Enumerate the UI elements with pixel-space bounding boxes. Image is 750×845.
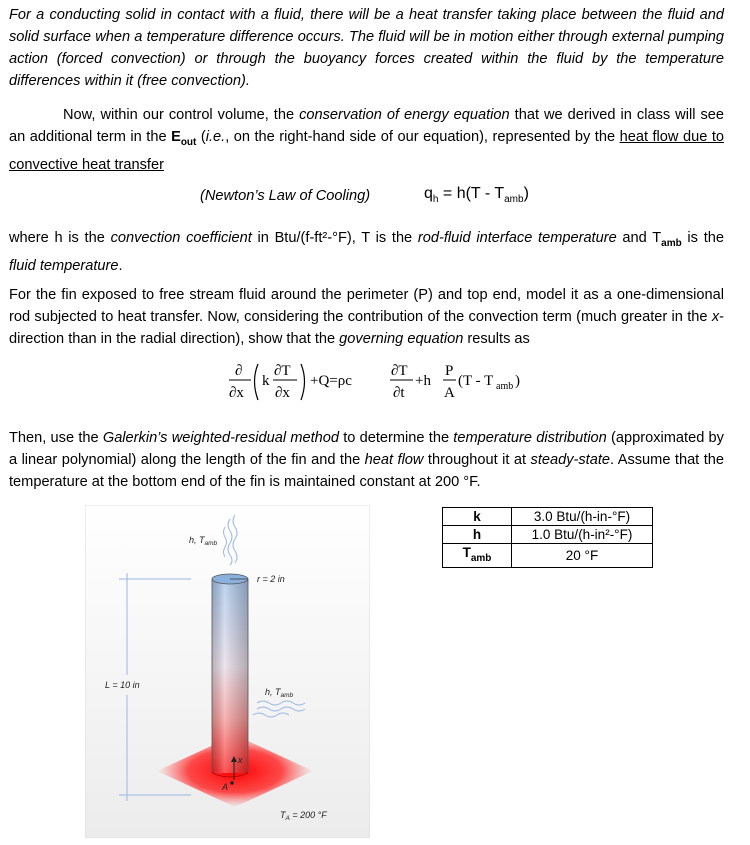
term-convection-coefficient: convection coefficient bbox=[110, 230, 252, 246]
tamb-main: T bbox=[462, 545, 471, 560]
dx-inner: ∂x bbox=[275, 385, 290, 401]
value-k: 3.0 Btu/(h-in-°F) bbox=[512, 508, 653, 526]
h-side-sub: amb bbox=[280, 692, 294, 699]
text-run: -direction than in the radial direction), show that the bbox=[9, 309, 724, 347]
table-row bbox=[443, 544, 653, 568]
properties-table bbox=[442, 507, 653, 568]
dt-bottom: ∂t bbox=[393, 385, 405, 401]
dT-top-time: ∂T bbox=[391, 363, 408, 379]
plus-h: +h bbox=[415, 373, 431, 389]
table-row bbox=[443, 526, 653, 544]
label-a: A bbox=[222, 782, 229, 792]
term-temperature-distribution: temperature distribution bbox=[453, 430, 607, 446]
term-heat-flow-link: heat flow due to convective heat transfer bbox=[9, 129, 724, 173]
term-fluid-temperature: fluid temperature bbox=[9, 258, 119, 274]
newton-label: (Newton’s Law of Cooling) bbox=[200, 188, 371, 204]
term-governing-equation: governing equation bbox=[339, 331, 464, 347]
text-run: in Btu/(f-ft²-°F), T is the bbox=[251, 230, 418, 246]
h-top-sub: amb bbox=[204, 540, 218, 547]
term-heat-flow: heat flow bbox=[364, 452, 424, 468]
text-run: Then, use the bbox=[9, 430, 103, 446]
p-top: P bbox=[445, 363, 454, 379]
text-run: Now, within our control volume, the bbox=[63, 107, 300, 123]
text-run: ( bbox=[196, 129, 206, 145]
amb-sub: amb bbox=[496, 381, 514, 392]
value-h: 1.0 Btu/(h-in²-°F) bbox=[512, 526, 653, 544]
term-galerkin: Galerkin’s weighted-residual method bbox=[102, 430, 339, 446]
close-paren: ) bbox=[515, 373, 520, 389]
label-length: L = 10 in bbox=[105, 680, 140, 690]
term-x: x bbox=[711, 309, 720, 325]
text-run: For the fin exposed to free stream fluid around the perimeter (P) and top end, model it as a one-dimensional rod subjected to heat transfer. Now, considering the contribution of the convection term (much greater in the bbox=[9, 287, 724, 325]
then-paragraph bbox=[9, 427, 724, 493]
newton-equation bbox=[424, 183, 529, 211]
intro-paragraph: For a conducting solid in contact with a fluid, there will be a heat transfer taking place between the fluid and solid surface when a temperature difference occurs. The fluid will be in motion either through external pumping action (forced convection) or through the buoyancy forces created within the fluid by the temperature differences within it (free convection). bbox=[9, 7, 724, 89]
k-var: k bbox=[262, 373, 270, 389]
eout-sub: out bbox=[180, 137, 197, 148]
newton-close: ) bbox=[523, 185, 529, 202]
label-x: x bbox=[238, 755, 243, 765]
paren-t: (T - T bbox=[458, 373, 494, 389]
rod-shading bbox=[212, 579, 248, 773]
newton-q-sub: h bbox=[432, 194, 439, 205]
tamb-sub: amb bbox=[661, 238, 682, 249]
paren-right bbox=[301, 364, 305, 400]
h-side-main: h, T bbox=[265, 687, 281, 697]
text-run: results as bbox=[463, 331, 530, 347]
term-energy-equation: conservation of energy equation bbox=[299, 107, 510, 123]
term-eout bbox=[171, 129, 197, 148]
dx-outer: ∂x bbox=[229, 385, 244, 401]
a-bottom: A bbox=[444, 385, 455, 401]
newton-rhs: = h(T - T bbox=[438, 185, 505, 202]
ta-main: T bbox=[280, 810, 286, 820]
dT-top: ∂T bbox=[274, 363, 291, 379]
text-run: , on the right-hand side of our equation), represented by the bbox=[225, 129, 620, 145]
term-interface-temperature: rod-fluid interface temperature bbox=[417, 230, 617, 246]
table-row bbox=[443, 508, 653, 526]
ta-sub: A bbox=[285, 815, 290, 822]
value-tamb: 20 °F bbox=[512, 544, 653, 568]
label-tamb bbox=[443, 544, 512, 568]
text-run: is the bbox=[681, 230, 724, 246]
term-ie: i.e. bbox=[205, 129, 226, 145]
label-k: k bbox=[443, 508, 512, 526]
eout-main: E bbox=[171, 129, 181, 145]
where-paragraph bbox=[9, 227, 724, 277]
newton-equation-row bbox=[0, 183, 750, 211]
term-steady-state: steady-state bbox=[530, 452, 611, 468]
newton-amb-sub: amb bbox=[504, 194, 524, 205]
label-radius: r = 2 in bbox=[257, 574, 285, 584]
fin-paragraph bbox=[9, 284, 724, 350]
h-top-main: h, T bbox=[189, 535, 205, 545]
newton-q: q bbox=[424, 185, 433, 202]
text-run: . bbox=[118, 258, 123, 274]
tamb-label-sub: amb bbox=[470, 553, 492, 564]
text-run: that we derived in class will see an additional term in the bbox=[9, 107, 724, 145]
paren-left bbox=[255, 364, 259, 400]
partial-top: ∂ bbox=[235, 363, 243, 379]
text-run: . Assume that the temperature at the bottom end of the fin is maintained constant at 200 °F. bbox=[9, 452, 724, 490]
energy-paragraph bbox=[9, 104, 724, 176]
governing-equation bbox=[227, 358, 527, 408]
text-run: to determine the bbox=[339, 430, 454, 446]
text-run: and T bbox=[616, 230, 662, 246]
text-run: where h is the bbox=[9, 230, 111, 246]
plus-q: +Q=ρc bbox=[310, 373, 352, 389]
text-run: throughout it at bbox=[423, 452, 531, 468]
point-a bbox=[230, 781, 234, 785]
label-h: h bbox=[443, 526, 512, 544]
fin-figure bbox=[85, 505, 370, 838]
ta-value: = 200 °F bbox=[289, 810, 327, 820]
text-run: (approximated by a linear polynomial) along the length of the fin and the bbox=[9, 430, 724, 468]
